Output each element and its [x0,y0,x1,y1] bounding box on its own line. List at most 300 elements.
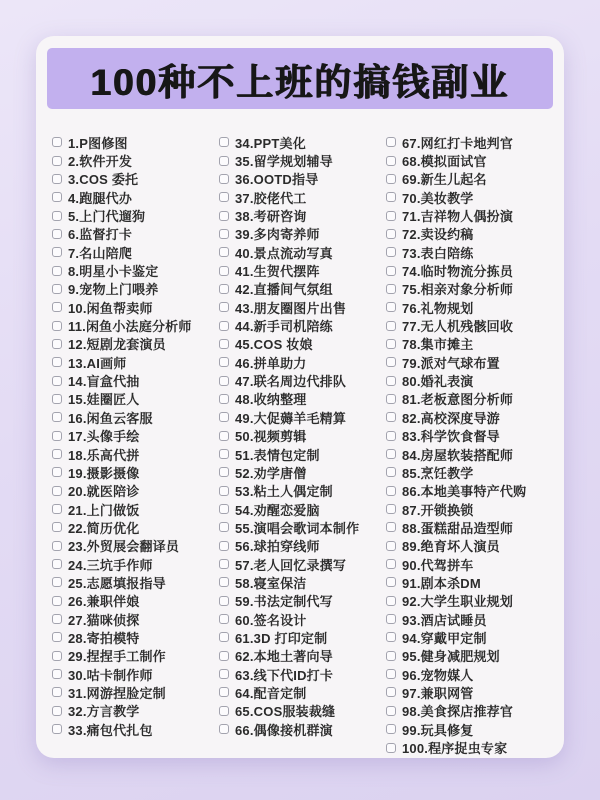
checkbox-icon [52,522,62,532]
item-label: 89.绝育坏人演员 [402,539,500,555]
item-label: 33.痛包代扎包 [68,722,153,738]
item-label: 1.P图修图 [68,135,128,151]
item-label: 14.盲盒代抽 [68,374,140,390]
checkbox-icon [219,376,229,386]
item-label: 61.3D 打印定制 [235,630,328,646]
checkbox-icon [386,247,396,257]
checkbox-icon [219,357,229,367]
checkbox-icon [219,669,229,679]
item-label: 32.方言教学 [68,704,140,720]
list-item [219,720,386,738]
list-item [219,683,386,701]
list-item [386,206,553,224]
item-label: 96.宠物媒人 [402,667,474,683]
item-label: 4.跑腿代办 [68,190,133,206]
item-label: 84.房屋软装搭配师 [402,447,514,463]
list-item [52,225,219,243]
list-item [386,261,553,279]
item-label: 17.头像手绘 [68,429,140,445]
checkbox-icon [52,614,62,624]
list-item [386,537,553,555]
list-item [386,647,553,665]
checkbox-icon [52,284,62,294]
list-item [52,628,219,646]
item-label: 77.无人机残骸回收 [402,319,514,335]
list-item [219,665,386,683]
checkbox-icon [52,192,62,202]
item-label: 5.上门代遛狗 [68,209,146,225]
item-label: 86.本地美事特产代购 [402,484,527,500]
item-label: 36.OOTD指导 [235,172,319,188]
page-title: 100种不上班的搞钱副业 [90,61,510,103]
item-label: 22.简历优化 [68,520,140,536]
list-item [219,280,386,298]
checkbox-icon [52,266,62,276]
checkbox-icon [52,412,62,422]
list-item [52,463,219,481]
item-label: 55.演唱会歌词本制作 [235,520,360,536]
item-label: 29.捏捏手工制作 [68,649,166,665]
checkbox-icon [386,522,396,532]
checkbox-icon [386,559,396,569]
list-item [386,463,553,481]
checkbox-icon [52,486,62,496]
item-label: 98.美食探店推荐官 [402,704,514,720]
item-label: 63.线下代ID打卡 [235,667,334,683]
item-label: 64.配音定制 [235,685,307,701]
list-item [219,316,386,334]
item-label: 75.相亲对象分析师 [402,282,514,298]
list-item [52,170,219,188]
checkbox-icon [386,669,396,679]
item-label: 69.新生儿起名 [402,172,487,188]
item-label: 99.玩具修复 [402,722,474,738]
item-label: 49.大促薅羊毛精算 [235,410,347,426]
checkbox-icon [219,596,229,606]
checkbox-icon [219,706,229,716]
item-label: 82.高校深度导游 [402,410,500,426]
list-item [386,335,553,353]
checkbox-icon [52,137,62,147]
list-item [386,225,553,243]
list-item [386,243,553,261]
list-item [52,537,219,555]
checkbox-icon [386,266,396,276]
list-item [219,390,386,408]
list-item [219,518,386,536]
item-label: 72.卖设约稿 [402,227,474,243]
item-label: 91.剧本杀DM [402,575,481,591]
list-item [219,445,386,463]
item-label: 65.COS服装裁缝 [235,704,336,720]
list-item [219,702,386,720]
list-item [52,390,219,408]
checkbox-icon [219,229,229,239]
checkbox-icon [219,284,229,294]
list-item [52,445,219,463]
list-item [386,371,553,389]
item-label: 79.派对气球布置 [402,355,500,371]
checkbox-icon [52,302,62,312]
item-label: 52.劝学唐僧 [235,465,307,481]
checkbox-icon [386,486,396,496]
checkbox-icon [219,559,229,569]
checkbox-icon [386,541,396,551]
checkbox-icon [219,192,229,202]
checkbox-icon [219,431,229,441]
item-label: 37.胶佬代工 [235,190,307,206]
item-label: 18.乐高代拼 [68,447,140,463]
item-label: 81.老板意图分析师 [402,392,514,408]
checkbox-icon [386,596,396,606]
item-label: 95.健身减肥规划 [402,649,500,665]
checkbox-icon [386,137,396,147]
list-item [52,702,219,720]
item-label: 7.名山陪爬 [68,245,133,261]
list-item [386,445,553,463]
checkbox-icon [386,302,396,312]
list-item [386,390,553,408]
item-label: 78.集市摊主 [402,337,474,353]
list-item [386,518,553,536]
checkbox-icon [52,724,62,734]
checkbox-icon [386,724,396,734]
item-label: 44.新手司机陪练 [235,319,333,335]
item-label: 24.三坑手作师 [68,557,153,573]
checkbox-icon [52,394,62,404]
checkbox-icon [386,376,396,386]
item-label: 34.PPT美化 [235,135,306,151]
list-item [52,133,219,151]
checkbox-icon [219,467,229,477]
list-item [219,151,386,169]
list-item [52,408,219,426]
checkbox-icon [52,156,62,166]
checkbox-icon [52,632,62,642]
list-item [219,555,386,573]
item-label: 21.上门做饭 [68,502,140,518]
checkbox-icon [52,431,62,441]
checkbox-icon [52,211,62,221]
item-label: 10.闲鱼帮卖师 [68,300,153,316]
list-item [386,408,553,426]
item-label: 40.景点流动写真 [235,245,333,261]
checkbox-icon [52,559,62,569]
checkbox-icon [52,229,62,239]
checkbox-icon [386,229,396,239]
item-label: 76.礼物规划 [402,300,474,316]
list-item [52,573,219,591]
checkbox-icon [386,614,396,624]
list-item [219,335,386,353]
item-label: 85.烹饪教学 [402,465,474,481]
item-label: 66.偶像接机群演 [235,722,333,738]
list-item [52,151,219,169]
checkbox-icon [52,651,62,661]
item-label: 45.COS 妆娘 [235,337,313,353]
item-label: 28.寄拍模特 [68,630,140,646]
checkbox-icon [219,339,229,349]
checkbox-icon [386,156,396,166]
checkbox-icon [219,156,229,166]
checkbox-icon [52,504,62,514]
checkbox-icon [386,211,396,221]
checkbox-icon [52,596,62,606]
item-label: 6.监督打卡 [68,227,133,243]
checkbox-icon [52,669,62,679]
list-item [386,298,553,316]
item-label: 16.闲鱼云客服 [68,410,153,426]
checkbox-icon [386,651,396,661]
checkbox-icon [52,376,62,386]
item-label: 43.朋友圈图片出售 [235,300,347,316]
list-item [52,243,219,261]
item-label: 60.签名设计 [235,612,307,628]
list-item [386,555,553,573]
list-item [52,500,219,518]
checklist-columns [47,133,553,757]
checkbox-icon [219,687,229,697]
item-label: 41.生贺代摆阵 [235,264,320,280]
item-label: 25.志愿填报指导 [68,575,166,591]
item-label: 8.明星小卡鉴定 [68,264,159,280]
item-label: 53.粘土人偶定制 [235,484,333,500]
item-label: 93.酒店试睡员 [402,612,487,628]
item-label: 9.宠物上门喂养 [68,282,159,298]
item-label: 73.表白陪练 [402,245,474,261]
checkbox-icon [219,247,229,257]
checkbox-icon [386,467,396,477]
item-label: 58.寝室保洁 [235,575,307,591]
list-item [219,647,386,665]
item-label: 46.拼单助力 [235,355,307,371]
checkbox-icon [52,706,62,716]
item-label: 80.婚礼表演 [402,374,474,390]
checkbox-icon [219,577,229,587]
checkbox-icon [219,486,229,496]
list-item [219,225,386,243]
checkbox-icon [219,211,229,221]
list-item [386,573,553,591]
item-label: 92.大学生职业规划 [402,594,514,610]
item-label: 74.临时物流分拣员 [402,264,514,280]
checkbox-icon [386,412,396,422]
list-item [52,482,219,500]
list-item [386,353,553,371]
item-label: 23.外贸展会翻译员 [68,539,180,555]
checkbox-icon [386,706,396,716]
item-label: 57.老人回忆录撰写 [235,557,347,573]
checkbox-icon [219,266,229,276]
item-label: 12.短剧龙套演员 [68,337,166,353]
checkbox-icon [219,724,229,734]
list-item [52,592,219,610]
list-item [219,482,386,500]
checkbox-icon [52,247,62,257]
list-item [219,133,386,151]
list-item [52,188,219,206]
checkbox-icon [219,394,229,404]
item-label: 19.摄影摄像 [68,465,140,481]
item-label: 62.本地土著向导 [235,649,333,665]
list-item [219,427,386,445]
list-item [52,647,219,665]
list-item [219,243,386,261]
list-item [219,537,386,555]
item-label: 68.模拟面试官 [402,154,487,170]
item-label: 30.咕卡制作师 [68,667,153,683]
item-label: 94.穿戴甲定制 [402,630,487,646]
list-item [52,427,219,445]
list-item [52,371,219,389]
list-item [386,683,553,701]
list-item [219,463,386,481]
item-label: 70.美妆教学 [402,190,474,206]
item-label: 56.球拍穿线师 [235,539,320,555]
list-item [386,665,553,683]
checkbox-icon [386,431,396,441]
title-banner [47,48,553,109]
checklist-column-1 [52,133,219,757]
item-label: 51.表情包定制 [235,447,320,463]
list-item [386,280,553,298]
checkbox-icon [52,577,62,587]
item-label: 27.猫咪侦探 [68,612,140,628]
list-item [219,261,386,279]
checkbox-icon [386,321,396,331]
checkbox-icon [52,357,62,367]
list-item [386,702,553,720]
checkbox-icon [219,412,229,422]
list-item [219,170,386,188]
checkbox-icon [219,137,229,147]
list-item [219,298,386,316]
item-label: 31.网游捏脸定制 [68,685,166,701]
list-item [386,170,553,188]
list-item [219,628,386,646]
list-item [52,610,219,628]
list-item [219,353,386,371]
list-item [219,610,386,628]
checkbox-icon [219,522,229,532]
list-item [219,371,386,389]
item-label: 20.就医陪诊 [68,484,140,500]
checkbox-icon [52,174,62,184]
list-item [386,188,553,206]
list-item [52,206,219,224]
checkbox-icon [219,504,229,514]
checkbox-icon [386,632,396,642]
checkbox-icon [219,302,229,312]
checkbox-icon [386,174,396,184]
list-item [52,280,219,298]
item-label: 35.留学规划辅导 [235,154,333,170]
checkbox-icon [52,541,62,551]
item-label: 39.多肉寄养师 [235,227,320,243]
list-item [219,592,386,610]
item-label: 54.劝醒恋爱脑 [235,502,320,518]
item-label: 100.程序捉虫专家 [402,741,508,757]
list-item [52,683,219,701]
list-item [386,316,553,334]
list-item [386,151,553,169]
list-item [52,665,219,683]
list-item [52,353,219,371]
checkbox-icon [386,284,396,294]
list-item [386,427,553,445]
list-item [52,720,219,738]
item-label: 50.视频剪辑 [235,429,307,445]
content-card [36,36,564,758]
checkbox-icon [386,394,396,404]
checkbox-icon [219,174,229,184]
checklist-column-2 [219,133,386,757]
checkbox-icon [386,743,396,753]
checkbox-icon [386,357,396,367]
list-item [219,500,386,518]
item-label: 71.吉祥物人偶扮演 [402,209,514,225]
checkbox-icon [52,339,62,349]
item-label: 88.蛋糕甜品造型师 [402,520,514,536]
list-item [219,206,386,224]
list-item [52,518,219,536]
item-label: 97.兼职网管 [402,685,474,701]
item-label: 83.科学饮食督导 [402,429,500,445]
item-label: 15.娃圈匠人 [68,392,140,408]
list-item [386,610,553,628]
item-label: 87.开锁换锁 [402,502,474,518]
list-item [52,298,219,316]
checkbox-icon [386,339,396,349]
item-label: 90.代驾拼车 [402,557,474,573]
checklist-column-3 [386,133,553,757]
checkbox-icon [219,651,229,661]
checkbox-icon [386,504,396,514]
item-label: 48.收纳整理 [235,392,307,408]
list-item [52,316,219,334]
checkbox-icon [52,467,62,477]
checkbox-icon [52,321,62,331]
item-label: 3.COS 委托 [68,172,139,188]
checkbox-icon [386,192,396,202]
list-item [52,261,219,279]
item-label: 26.兼职伴娘 [68,594,140,610]
list-item [52,335,219,353]
list-item [386,720,553,738]
list-item [386,592,553,610]
item-label: 38.考研咨询 [235,209,307,225]
item-label: 42.直播间气氛组 [235,282,333,298]
checkbox-icon [386,449,396,459]
item-label: 13.AI画师 [68,355,127,371]
checkbox-icon [52,449,62,459]
item-label: 47.联名周边代排队 [235,374,347,390]
checkbox-icon [219,321,229,331]
checkbox-icon [219,541,229,551]
checkbox-icon [386,577,396,587]
list-item [52,555,219,573]
list-item [386,738,553,756]
checkbox-icon [386,687,396,697]
list-item [386,628,553,646]
list-item [219,188,386,206]
list-item [386,482,553,500]
checkbox-icon [52,687,62,697]
list-item [386,500,553,518]
item-label: 2.软件开发 [68,154,133,170]
item-label: 59.书法定制代写 [235,594,333,610]
item-label: 67.网红打卡地判官 [402,135,514,151]
